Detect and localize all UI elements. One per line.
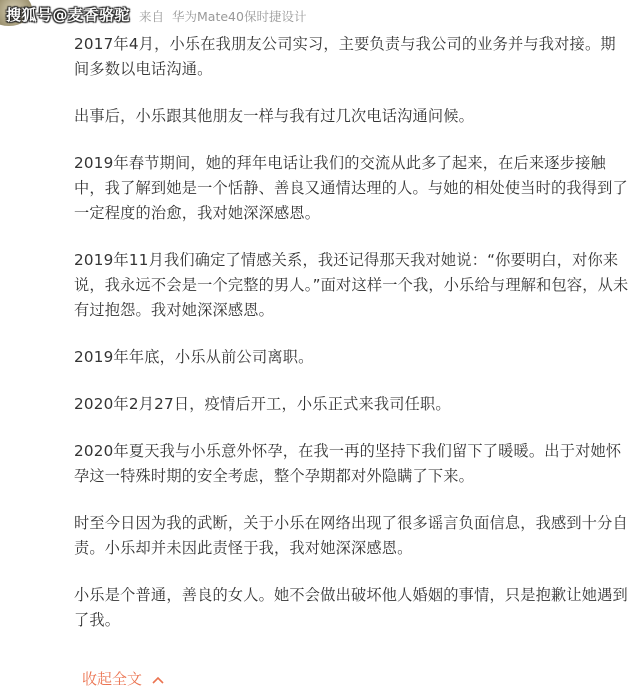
post-body	[74, 32, 630, 655]
paragraph: 2017年4月，小乐在我朋友公司实习，主要负责与我公司的业务并与我对接。期间多数以电话沟通。	[74, 35, 616, 78]
chevron-up-icon	[152, 673, 164, 688]
source-device[interactable]: 华为Mate40保时捷设计	[172, 9, 307, 24]
collapse-label: 收起全文	[82, 670, 143, 688]
paragraph: 2020年2月27日，疫情后开工，小乐正式来我司任职。	[74, 395, 451, 413]
collapse-button[interactable]	[82, 668, 164, 689]
post-header	[0, 0, 640, 30]
paragraph: 2019年年底，小乐从前公司离职。	[74, 348, 314, 366]
paragraph: 2020年夏天我与小乐意外怀孕，在我一再的坚持下我们留下了暖暖。出于对她怀孕这一特殊时期的安全考虑，整个孕期都对外隐瞒了下来。	[74, 442, 622, 485]
paragraph: 出事后，小乐跟其他朋友一样与我有过几次电话沟通问候。	[74, 107, 475, 125]
paragraph: 小乐是个普通，善良的女人。她不会做出破坏他人婚姻的事情，只是抱歉让她遇到了我。	[74, 586, 628, 629]
post-source	[139, 7, 306, 25]
source-prefix: 来自	[139, 9, 165, 24]
paragraph: 2019年春节期间，她的拜年电话让我们的交流从此多了起来，在后来逐步接触中，我了解到她是一个恬静、善良又通情达理的人。与她的相处使当时的我得到了一定程度的治愈，我对她深深感恩。	[74, 154, 628, 222]
paragraph: 2019年11月我们确定了情感关系，我还记得那天我对她说：“你要明白，对你来说，我永远不会是一个完整的男人。”面对这样一个我，小乐给与理解和包容，从未有过抱怨。我对她深深感恩。	[74, 251, 629, 319]
watermark: 搜狐号@麦香骆驼	[6, 6, 131, 24]
paragraph: 时至今日因为我的武断，关于小乐在网络出现了很多谣言负面信息，我感到十分自责。小乐却并未因此责怪于我，我对她深深感恩。	[74, 514, 628, 557]
